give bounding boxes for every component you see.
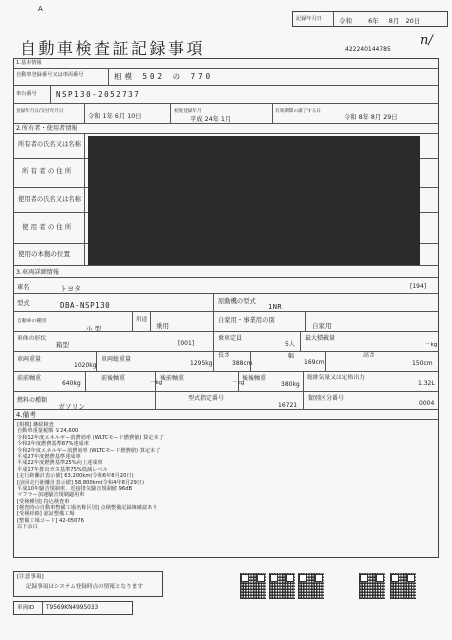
- expiry-value: 令和 8年 8月 29日: [344, 114, 398, 121]
- section3-title: 3.車両詳細情報: [16, 269, 60, 276]
- fuel-value: ガソリン: [58, 403, 86, 411]
- chassis-label: 車台番号: [16, 91, 37, 97]
- front-front-axle-value: 640kg: [62, 380, 81, 387]
- record-year: 6: [368, 17, 373, 25]
- displacement-label: 総排気量又は定格出力: [307, 375, 365, 381]
- displacement-value: 1.32L: [418, 380, 435, 387]
- model-label: 型式: [17, 300, 30, 307]
- remark-line: [前回走行距離計表示値] 58,800km(令和4年8月29日): [17, 479, 144, 486]
- record-date-box: [292, 11, 448, 27]
- remark-line: 平成22年度燃費基準25%向上達成車: [17, 460, 103, 467]
- car-id-label: 車両ID: [17, 605, 35, 611]
- remark-line: [検査時の自動車整備工場名称区別] 点検整備記録簿確認あり: [17, 505, 158, 512]
- record-day: 20: [405, 17, 414, 25]
- qr-code-3: [298, 573, 324, 599]
- front-front-axle-label: 前前軸重: [17, 375, 42, 382]
- document-title: 自動車検査証記録事項: [20, 39, 206, 58]
- record-date-label: 記録年月日: [296, 16, 322, 22]
- owner-name-label: 所有者の氏名又は名称: [18, 141, 81, 148]
- remark-line: 令和12年度エネルギー消費効率 (WLTCモード燃費値) 算定未了: [17, 434, 164, 441]
- weight-label: 車両重量: [17, 356, 42, 363]
- first-reg-label: 初度登録年月: [174, 109, 202, 114]
- expiry-label: 有効期間の満了する日: [275, 109, 321, 114]
- qr-code-4: [359, 573, 385, 599]
- qr-code-2: [269, 573, 295, 599]
- qr-code-1: [240, 573, 266, 599]
- maxload-label: 最大積載量: [305, 335, 336, 342]
- capacity-label: 乗車定員: [218, 335, 243, 342]
- reg-date-value: 令和 1年 6月 10日: [88, 113, 142, 120]
- shape-code: [001]: [178, 340, 195, 347]
- maxload-value: －kg: [425, 342, 438, 348]
- car-id-box: [13, 601, 133, 615]
- notice-text: 記録事項はシステム登録時点の情報となります: [26, 584, 143, 590]
- reg-number-label: 自動車登録番号又は車両番号: [16, 72, 84, 78]
- section2-title: 2.所有者・使用者情報: [16, 125, 78, 132]
- shape-value: 箱型: [56, 341, 69, 349]
- front-rear-axle-value: －kg: [150, 380, 163, 386]
- document-number: 422240144785: [345, 46, 391, 53]
- type-number-value: 16721: [278, 402, 298, 409]
- engine-label: 原動機の型式: [218, 298, 256, 305]
- base-location-label: 使用の本拠の位置: [18, 250, 70, 258]
- weight-value: 1020kg: [74, 362, 97, 369]
- remark-line: 令和2年度燃費基準87%達成車: [17, 441, 89, 448]
- remark-line: マフラー加速騒音規制適用車: [17, 492, 85, 499]
- length-label: 長さ: [218, 352, 231, 359]
- notice-box: [13, 571, 163, 597]
- gross-label: 車両総重量: [101, 356, 132, 363]
- record-date: 令和 6年 8月 20日: [339, 17, 421, 25]
- user-name-label: 使用者の氏名又は名称: [18, 196, 81, 203]
- maker-code: [194]: [410, 283, 427, 290]
- kind-label: 自動車の種別: [17, 319, 46, 324]
- handwritten-mark: n/: [420, 33, 433, 48]
- model-value: DBA-NSP130: [60, 301, 111, 310]
- gross-value: 1295kg: [190, 360, 213, 367]
- shape-label: 車体の形状: [17, 336, 46, 342]
- length-value: 388cm: [232, 360, 253, 367]
- capacity-value: 5人: [285, 341, 295, 348]
- owner-address-label: 所 有 者 の 住 所: [22, 167, 72, 175]
- remark-line: 平成10年騒音規制車、近接排気騒音規制値 96dB: [17, 485, 133, 492]
- rear-front-axle-value: －kg: [232, 380, 245, 386]
- remark-line: [相模] 継続検査: [17, 422, 54, 428]
- remark-line: [受検種別] 持込検査車: [17, 498, 70, 505]
- reg-date-label: 登録年月日/交付年月日: [16, 109, 64, 114]
- first-reg-value: 平成 24年 1月: [190, 116, 232, 123]
- rear-rear-axle-label: 後後軸重: [242, 375, 267, 382]
- remark-line: 令和2年度エネルギー消費効率 (WLTCモード燃費値) 算定未了: [17, 447, 161, 454]
- maker-label: 車名: [17, 284, 30, 291]
- kind-value: 小 型: [86, 325, 102, 333]
- type-number-label: 型式指定番号: [188, 395, 225, 402]
- maker-value: トヨタ: [60, 285, 81, 293]
- record-era: 令和: [339, 17, 352, 25]
- corner-mark: A: [38, 5, 43, 13]
- section1-title: 1.基本情報: [16, 60, 42, 66]
- car-id-value: T9569KN4995033: [46, 605, 99, 611]
- remark-line: 平成17年排出ガス基準75%低減レベル: [17, 466, 108, 473]
- width-label: 幅: [288, 353, 295, 360]
- class-number-value: 0004: [419, 400, 435, 407]
- section4-title: 4.備考: [16, 411, 37, 419]
- rear-rear-axle-value: 380kg: [281, 381, 300, 388]
- height-label: 高さ: [363, 352, 376, 359]
- remark-line: 自動車重量税額 ￥24,600: [17, 428, 79, 435]
- front-rear-axle-label: 前後軸重: [101, 375, 126, 382]
- remark-line: [走行距離計表示値] 63,200km(令和6年8月20日): [17, 473, 134, 480]
- qr-code-5: [390, 573, 416, 599]
- height-value: 150cm: [412, 360, 433, 367]
- biz-value: 自家用: [312, 322, 332, 330]
- reg-number-value: 相模 502 の 770: [114, 72, 214, 81]
- remark-line: [整備工場コード] 42-05076: [17, 517, 84, 524]
- notice-title: [注意事項]: [17, 574, 44, 580]
- rear-front-axle-label: 後前軸重: [160, 375, 185, 382]
- class-number-label: 類別区分番号: [308, 395, 345, 402]
- remark-line: 以下余白: [17, 524, 38, 531]
- remarks-list: [17, 423, 347, 532]
- remark-line: [受検経路] 認証整備工場: [17, 511, 75, 518]
- use-value: 乗用: [156, 322, 169, 330]
- user-address-label: 使 用 者 の 住 所: [22, 223, 72, 231]
- use-label: 用途: [136, 317, 148, 323]
- width-value: 169cm: [304, 359, 325, 366]
- remark-line: 平成27年度燃費基準達成車: [17, 453, 81, 460]
- fuel-label: 燃料の種類: [17, 397, 48, 404]
- engine-value: 1NR: [268, 303, 283, 311]
- record-month: 8: [388, 17, 393, 25]
- biz-label: 自家用・事業用の別: [218, 317, 275, 324]
- chassis-value: NSP130-2052737: [56, 90, 141, 99]
- redacted-owner-info: [88, 136, 420, 266]
